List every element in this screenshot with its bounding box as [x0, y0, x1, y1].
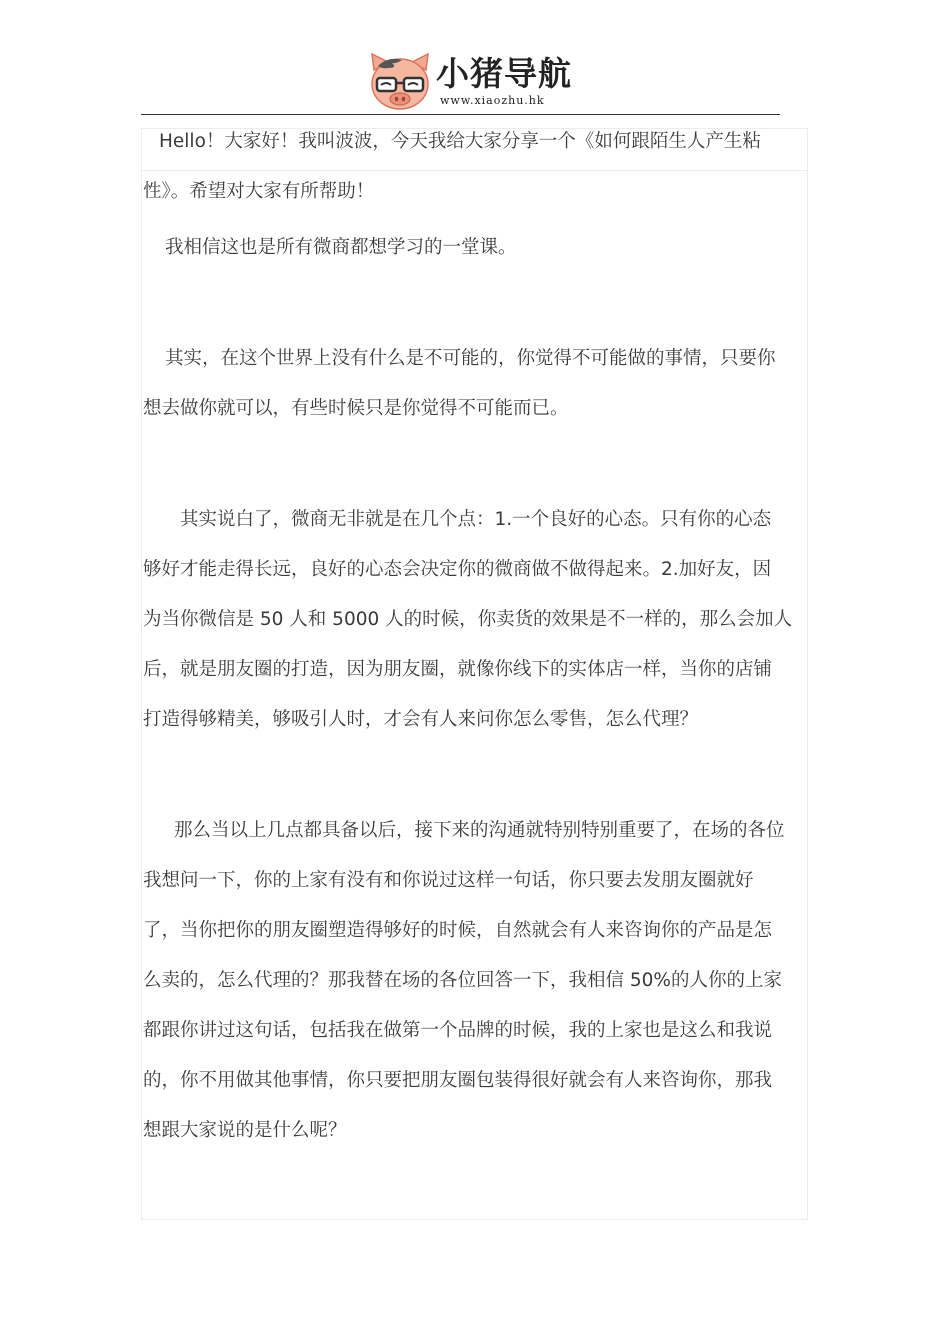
text-line: 打造得够精美，够吸引人时，才会有人来问你怎么零售，怎么代理？: [143, 709, 699, 730]
page-header: [0, 0, 950, 120]
text-line: 那么当以上几点都具备以后，接下来的沟通就特别特别重要了，在场的各位: [174, 820, 785, 841]
text-line: 都跟你讲过这句话，包括我在做第一个品牌的时候，我的上家也是这么和我说: [143, 1020, 773, 1041]
text-line: 么卖的，怎么代理的？那我替在场的各位回答一下，我相信 50%的人你的上家: [143, 970, 783, 991]
text-line: 想去做你就可以，有些时候只是你觉得不可能而已。: [143, 398, 569, 419]
text-line: 我想问一下，你的上家有没有和你说过这样一句话，你只要去发朋友圈就好: [143, 870, 754, 891]
text-line: 为当你微信是 50 人和 5000 人的时候，你卖货的效果是不一样的，那么会加人: [143, 609, 793, 630]
header-rule: [141, 114, 780, 115]
site-logo[interactable]: [368, 52, 572, 114]
text-line: 其实，在这个世界上没有什么是不可能的，你觉得不可能做的事情，只要你: [165, 348, 776, 369]
brand-url[interactable]: www.xiaozhu.hk: [440, 94, 545, 107]
frame-divider: [141, 170, 808, 171]
text-line: 够好才能走得长远，良好的心态会决定你的微商做不做得起来。2.加好友，因: [143, 559, 772, 580]
text-line: 性》。希望对大家有所帮助！: [143, 181, 375, 202]
brand-name: 小猪导航: [436, 54, 572, 93]
text-line: Hello！大家好！我叫波波，今天我给大家分享一个《如何跟陌生人产生粘: [159, 131, 761, 152]
pig-mascot-icon: [368, 52, 432, 112]
text-line: 想跟大家说的是什么呢？: [143, 1120, 347, 1141]
text-line: 后，就是朋友圈的打造，因为朋友圈，就像你线下的实体店一样，当你的店铺: [143, 659, 773, 680]
text-line: 的，你不用做其他事情，你只要把朋友圈包装得很好就会有人来咨询你，那我: [143, 1070, 773, 1091]
text-line: 我相信这也是所有微商都想学习的一堂课。: [165, 237, 517, 258]
text-line: 其实说白了，微商无非就是在几个点：1.一个良好的心态。只有你的心态: [180, 509, 772, 530]
text-line: 了，当你把你的朋友圈塑造得够好的时候，自然就会有人来咨询你的产品是怎: [143, 920, 773, 941]
